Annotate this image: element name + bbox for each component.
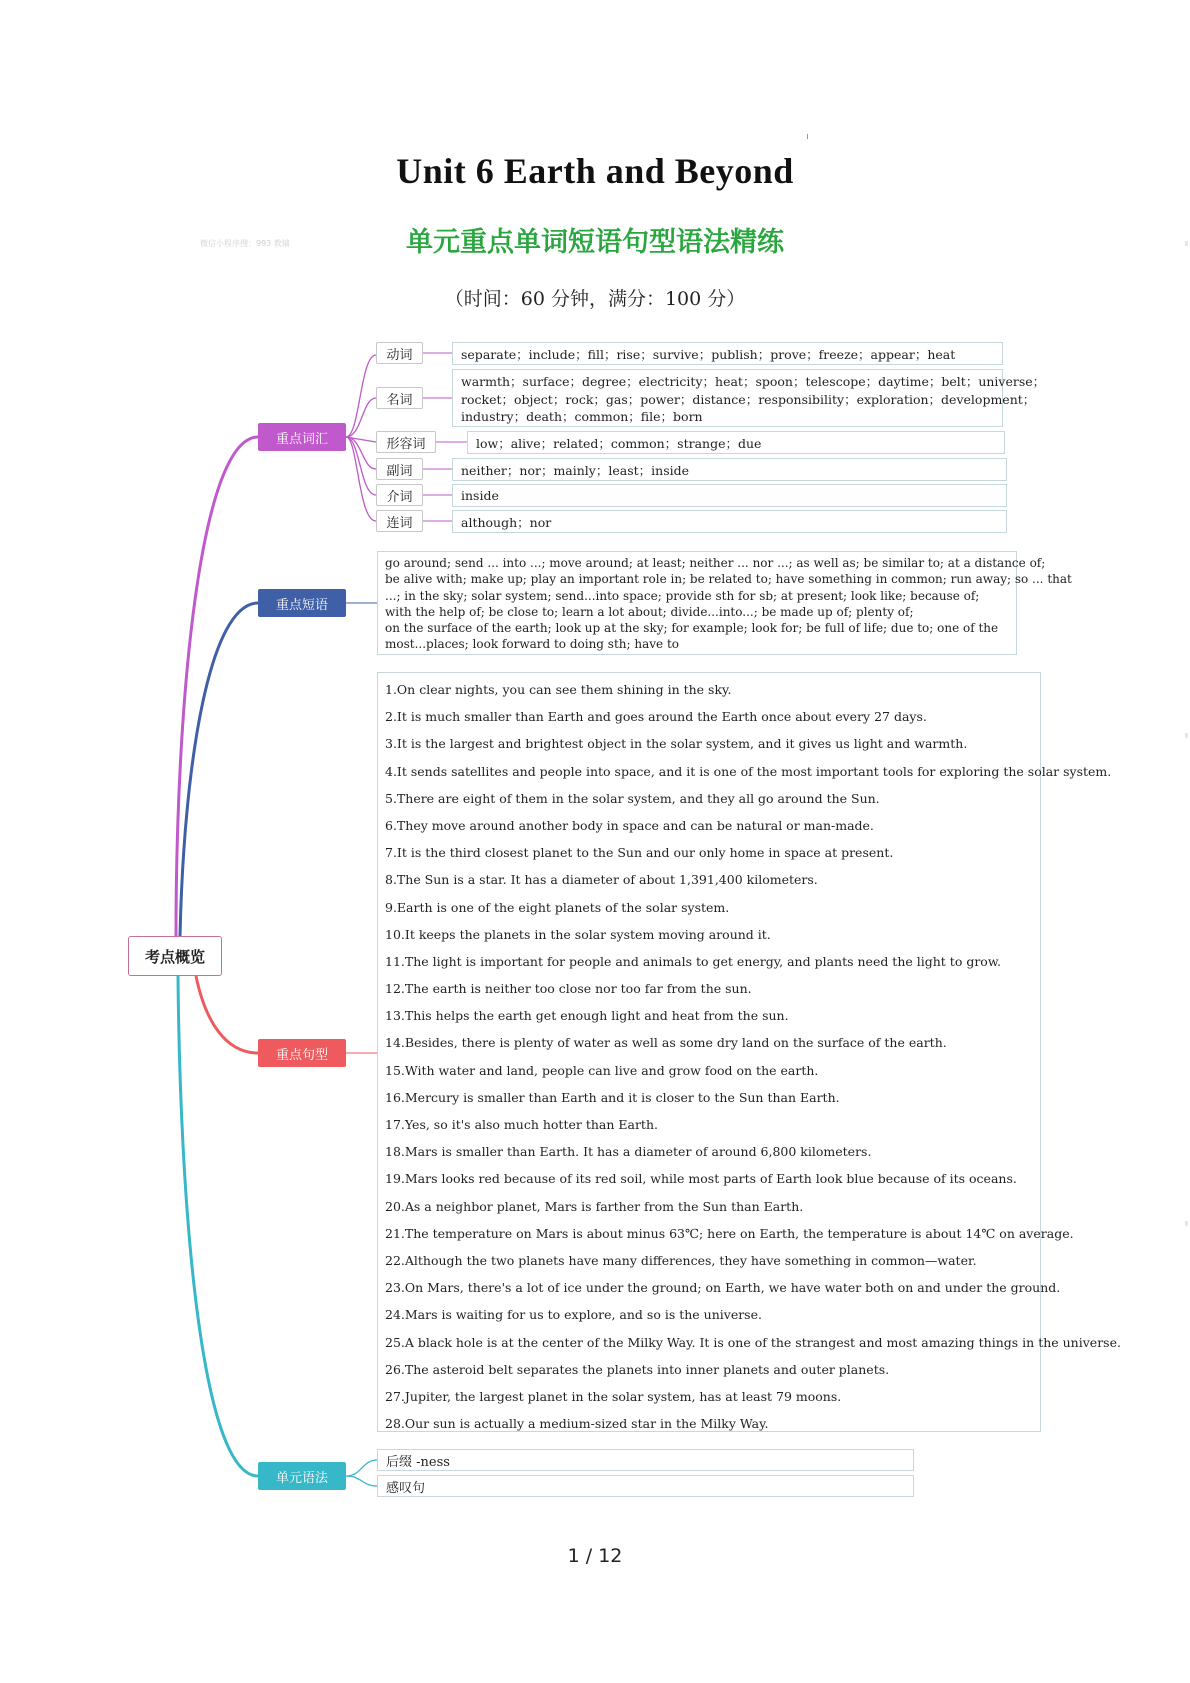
sentence-item: 11.The light is important for people and animals to get energy, and plants need the light to grow. [385, 953, 1002, 969]
category-phrases: 重点短语 [258, 589, 346, 617]
exam-meta: （时间：60 分钟，满分：100 分） [444, 288, 746, 310]
margin-mark [1185, 733, 1188, 738]
sentence-item: 24.Mars is waiting for us to explore, and so is the universe. [385, 1307, 762, 1323]
watermark: 微信小程序搜：993 教辅 [200, 239, 290, 248]
sentence-item: 18.Mars is smaller than Earth. It has a diameter of around 6,800 kilometers. [385, 1144, 872, 1160]
vocab-tag-adverb: 副词 [376, 458, 423, 480]
vocab-adverbs: neither；nor；mainly；least；inside [452, 458, 1007, 481]
vocab-tag-conjunction: 连词 [376, 510, 423, 532]
sentence-item: 5.There are eight of them in the solar system, and they all go around the Sun. [385, 790, 880, 806]
sentence-item: 4.It sends satellites and people into space, and it is one of the most important tools for exploring the solar system. [385, 763, 1112, 779]
vocab-tag-verb: 动词 [376, 342, 423, 364]
sentence-item: 17.Yes, so it's also much hotter than Earth. [385, 1117, 658, 1132]
vocab-nouns-line: rocket；object；rock；gas；power；distance；responsibility；exploration；development； [461, 391, 1036, 407]
sentence-item: 27.Jupiter, the largest planet in the solar system, has at least 79 moons. [385, 1388, 842, 1404]
grammar-item: 感叹句 [377, 1475, 914, 1497]
vocab-verbs: separate；include；fill；rise；survive；publish；prove；freeze；appear；heat [452, 342, 1003, 365]
sentence-item: 8.The Sun is a star. It has a diameter of about 1,391,400 kilometers. [385, 872, 818, 888]
sentence-item: 15.With water and land, people can live and grow food on the earth. [385, 1062, 819, 1078]
sentence-item: 23.On Mars, there's a lot of ice under the ground; on Earth, we have water both on and under the ground. [385, 1280, 1061, 1296]
sentence-item: 25.A black hole is at the center of the Milky Way. It is one of the strangest and most amazing things in the universe. [385, 1334, 1121, 1350]
vocab-conjunctions: although；nor [452, 510, 1007, 533]
header-tick-mark [807, 134, 808, 139]
phrase-line: be alive with; make up; play an important role in; be related to; have something in common; run away; so ... that [385, 572, 1072, 587]
sentences-box [377, 672, 1121, 1432]
sentence-item: 14.Besides, there is plenty of water as well as some dry land on the surface of the earth. [385, 1035, 947, 1051]
sentence-item: 16.Mercury is smaller than Earth and it is closer to the Sun than Earth. [385, 1089, 840, 1105]
page-subtitle: 单元重点单词短语句型语法精练 [406, 227, 784, 258]
vocab-nouns-line: warmth；surface；degree；electricity；heat；spoon；telescope；daytime；belt；universe； [461, 374, 1046, 389]
sentence-item: 2.It is much smaller than Earth and goes around the Earth once about every 27 days. [385, 709, 927, 725]
category-grammar: 单元语法 [258, 1462, 346, 1490]
phrase-line: with the help of; be close to; learn a lot about; divide...into...; be made up of; plenty of; [385, 604, 914, 619]
vocab-prepositions: inside [452, 484, 1007, 507]
sentence-item: 10.It keeps the planets in the solar system moving around it. [385, 926, 771, 942]
sentence-item: 3.It is the largest and brightest object in the solar system, and it gives us light and warmth. [385, 736, 968, 752]
category-sentences: 重点句型 [258, 1039, 346, 1067]
sentence-item: 20.As a neighbor planet, Mars is farther from the Sun than Earth. [385, 1198, 804, 1214]
sentence-item: 26.The asteroid belt separates the planets into inner planets and outer planets. [385, 1361, 890, 1377]
sentence-item: 9.Earth is one of the eight planets of the solar system. [385, 899, 730, 915]
page-title: Unit 6 Earth and Beyond [396, 151, 794, 191]
category-vocab: 重点词汇 [258, 423, 346, 451]
sentence-item: 1.On clear nights, you can see them shining in the sky. [385, 682, 732, 697]
phrase-line: most...places; look forward to doing sth; have to [385, 637, 679, 652]
phrase-line: on the surface of the earth; look up at the sky; for example; look for; be full of life; due to; one of the [385, 621, 999, 636]
vocab-tag-noun: 名词 [376, 387, 423, 409]
root-node: 考点概览 [128, 936, 222, 976]
sentence-item: 12.The earth is neither too close nor too far from the sun. [385, 981, 752, 997]
vocab-adjectives: low；alive；related；common；strange；due [467, 431, 1005, 454]
vocab-nouns-line: industry；death；common；file；born [461, 409, 703, 424]
sentence-item: 19.Mars looks red because of its red soil, while most parts of Earth look blue because of its oceans. [385, 1171, 1017, 1187]
vocab-tag-preposition: 介词 [376, 484, 423, 506]
phrases-box [377, 551, 1072, 655]
sentence-item: 13.This helps the earth get enough light and heat from the sun. [385, 1008, 789, 1024]
page-number: 1 / 12 [567, 1545, 623, 1567]
sentence-item: 6.They move around another body in space and can be natural or man-made. [385, 817, 874, 833]
sentence-item: 7.It is the third closest planet to the Sun and our only home in space at present. [385, 845, 894, 861]
grammar-item: 后缀 -ness [377, 1449, 914, 1471]
sentence-item: 22.Although the two planets have many differences, they have something in common—water. [385, 1252, 977, 1268]
vocab-tag-adjective: 形容词 [376, 431, 436, 453]
phrase-line: ...; in the sky; solar system; send...into space; provide sth for sb; at present; look like; because of; [385, 588, 980, 603]
vocab-nouns [452, 369, 1046, 427]
sentence-item: 28.Our sun is actually a medium-sized star in the Milky Way. [385, 1416, 769, 1432]
phrase-line: go around; send ... into ...; move around; at least; neither ... nor ...; as well as; be similar to; at a distance of; [385, 556, 1046, 570]
margin-mark [1185, 1221, 1188, 1226]
sentence-item: 21.The temperature on Mars is about minus 63℃; here on Earth, the temperature is about 14℃ on average. [385, 1225, 1074, 1241]
